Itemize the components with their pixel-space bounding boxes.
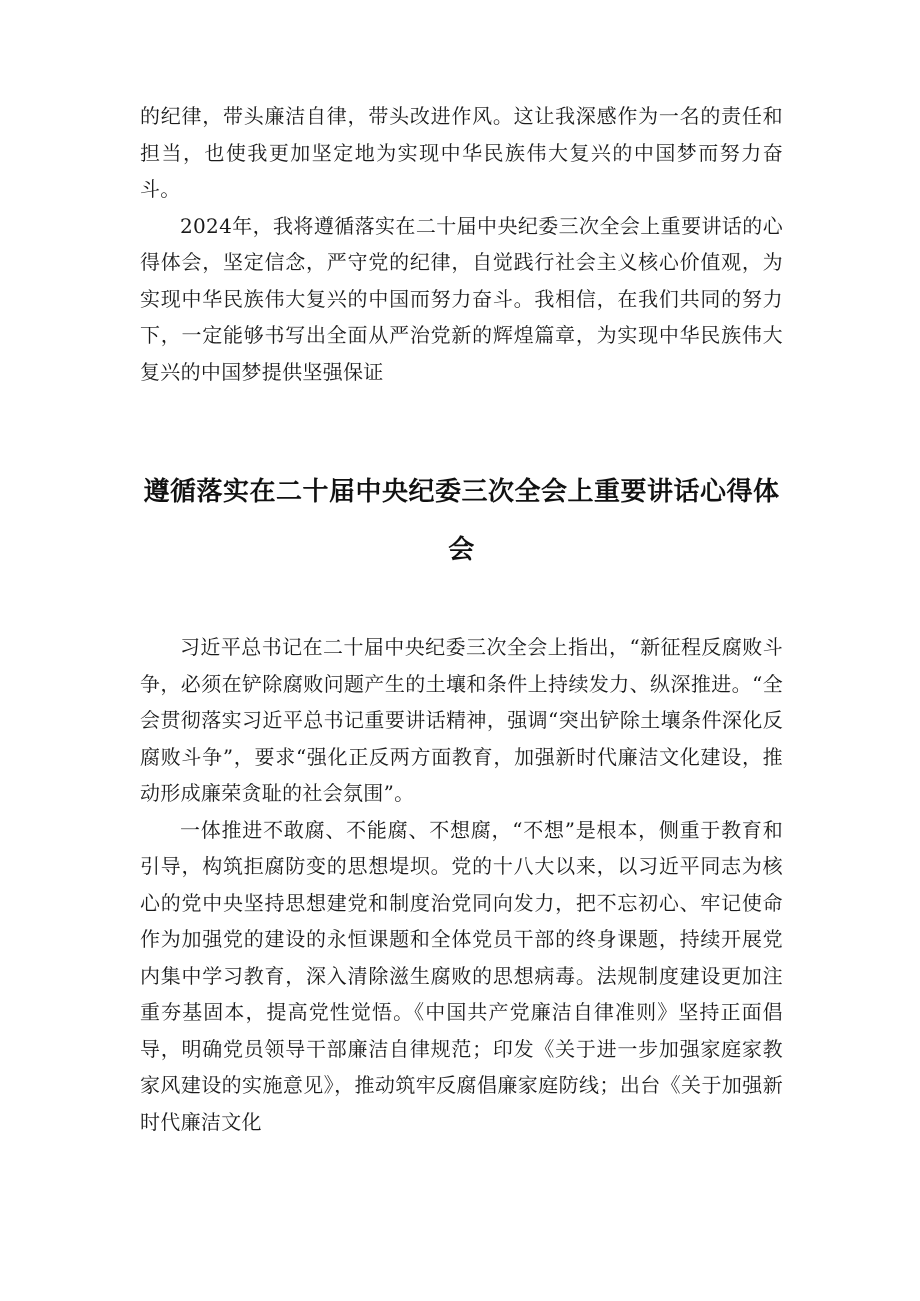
paragraph-body: 一体推进不敢腐、不能腐、不想腐，“不想”是根本，侧重于教育和引导，构筑拒腐防变的思想堤坝。党的十八大以来，以习近平同志为核心的党中央坚持思想建党和制度治党同向发力，把不忘初心、牢记使命作为加强党的建设的永恒课题和全体党员干部的终身课题，持续开展党内集中学习教育，深入清除滋生腐败的思想病毒。法规制度建设更加注重夯基固本，提高党性觉悟。《中国共产党廉洁自律准则》坚持正面倡导，明确党员领导干部廉洁自律规范；印发《关于进一步加强家庭家教家风建设的实施意见》，推动筑牢反腐倡廉家庭防线；出台《关于加强新时代廉洁文化: [140, 817, 783, 1134]
paragraph-intro: 习近平总书记在二十届中央纪委三次全会上指出，“新征程反腐败斗争，必须在铲除腐败问题产生的土壤和条件上持续发力、纵深推进。“全会贯彻落实习近平总书记重要讲话精神，强调“突出铲除土壤条件深化反腐败斗争”，要求“强化正反两方面教育，加强新时代廉洁文化建设，推动形成廉荣贪耻的社会氛围”。: [140, 635, 783, 805]
document-title: 遵循落实在二十届中央纪委三次全会上重要讲话心得体会: [143, 477, 780, 565]
paragraph-continuation: 的纪律，带头廉洁自律，带头改进作风。这让我深感作为一名的责任和担当，也使我更加坚定地为实现中华民族伟大复兴的中国梦而努力奋斗。: [140, 104, 783, 201]
paragraph-2024-plan: 2024年，我将遵循落实在二十届中央纪委三次全会上重要讲话的心得体会，坚定信念，严守党的纪律，自觉践行社会主义核心价值观，为实现中华民族伟大复兴的中国而努力奋斗。我相信，在我们共同的努力下，一定能够书写出全面从严治党新的辉煌篇章，为实现中华民族伟大复兴的中国梦提供坚强保证: [140, 213, 783, 384]
document-page: [140, 98, 783, 1140]
spacer: [140, 579, 783, 629]
spacer: [140, 390, 783, 463]
